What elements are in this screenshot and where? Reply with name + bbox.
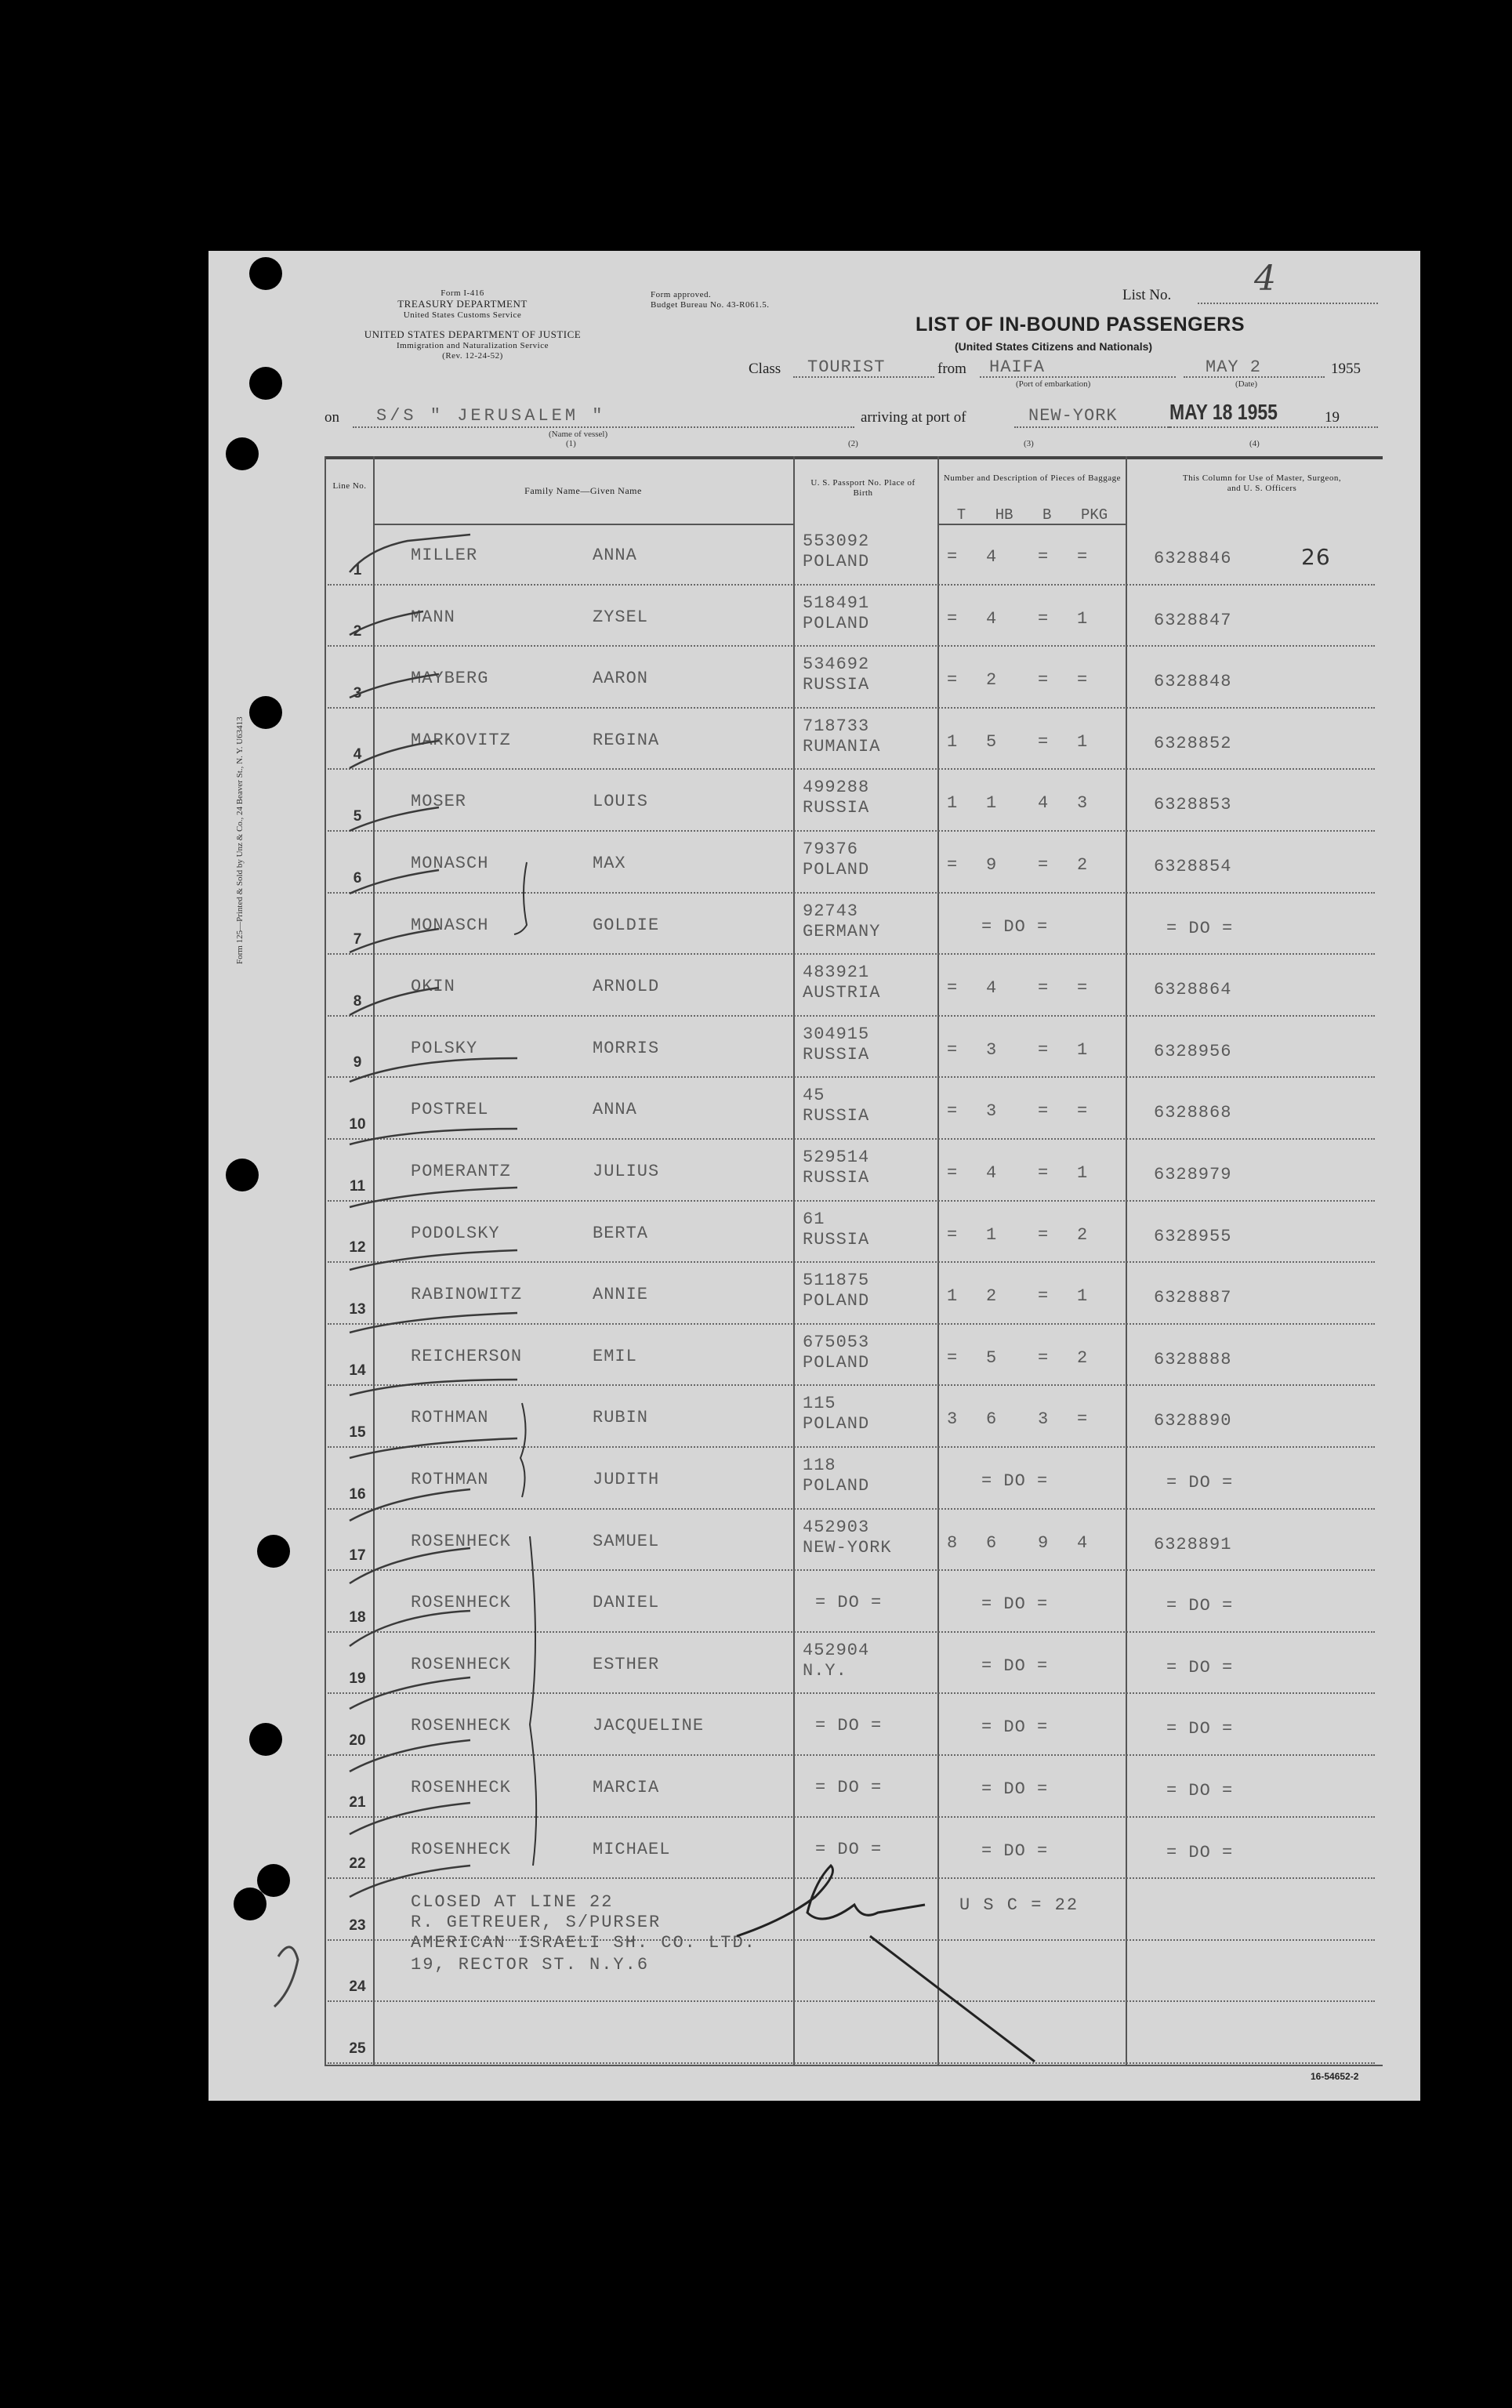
line-number: 9 <box>353 1054 362 1072</box>
given-name: ESTHER <box>593 1654 660 1674</box>
baggage-count: 1 <box>1077 731 1089 752</box>
baggage-count: 9 <box>1038 1532 1050 1553</box>
line-number: 15 <box>349 1424 366 1441</box>
treasury-dept: TREASURY DEPARTMENT <box>397 297 528 310</box>
family-name: ROSENHECK <box>411 1593 511 1613</box>
col-header-officers: This Column for Use of Master, Surgeon, and U. S. Officers <box>1182 473 1342 493</box>
officer-number: 6328956 <box>1154 1041 1232 1061</box>
purser-signature <box>737 1866 1035 2062</box>
passport-ditto: = DO = <box>815 1839 883 1859</box>
place-of-birth: RUMANIA <box>803 736 881 756</box>
baggage-count: 2 <box>1077 1224 1089 1245</box>
line-number: 18 <box>349 1608 366 1626</box>
officer-number: = DO = <box>1166 1473 1234 1492</box>
bracket-marks <box>514 862 536 1866</box>
handwritten-annotation: 26 <box>1301 544 1331 570</box>
baggage-count: 4 <box>986 1163 998 1183</box>
baggage-count: = <box>1038 608 1050 629</box>
officer-number: = DO = <box>1166 1657 1234 1677</box>
given-name: JUDITH <box>593 1470 660 1489</box>
customs-service: United States Customs Service <box>403 310 522 320</box>
baggage-count: 3 <box>947 1409 959 1430</box>
officer-number: 6328979 <box>1154 1165 1232 1184</box>
place-of-birth: N.Y. <box>803 1660 847 1681</box>
budget-bureau: Budget Bureau No. 43-R061.5. <box>651 299 770 310</box>
line-number: 21 <box>349 1793 366 1811</box>
baggage-count: 1 <box>947 1286 959 1307</box>
year-suffix: 19 <box>1325 409 1340 426</box>
baggage-count: = <box>947 978 959 999</box>
place-of-birth: POLAND <box>803 860 870 879</box>
family-name: ROSENHECK <box>411 1716 511 1736</box>
passport-number: 499288 <box>803 778 870 798</box>
place-of-birth: POLAND <box>803 1352 870 1373</box>
passport-number: 511875 <box>803 1271 870 1291</box>
closing-line-3: AMERICAN ISRAELI SH. CO. LTD. <box>411 1933 756 1953</box>
given-name: MARCIA <box>593 1778 660 1797</box>
passport-number: 718733 <box>803 716 870 736</box>
baggage-sub-pkg: PKG <box>1080 506 1108 524</box>
baggage-count: = <box>1038 731 1050 752</box>
baggage-count: = <box>1038 1347 1050 1368</box>
baggage-count: = <box>1038 1224 1050 1245</box>
family-name: PODOLSKY <box>411 1223 500 1243</box>
family-name: MOSER <box>411 792 467 812</box>
place-of-birth: GERMANY <box>803 921 881 941</box>
list-no-value: 4 <box>1254 259 1276 299</box>
baggage-count: = <box>1077 670 1089 691</box>
baggage-count: = <box>947 547 959 567</box>
line-number: 20 <box>349 1732 366 1749</box>
passport-number: 61 <box>803 1209 825 1229</box>
place-of-birth: RUSSIA <box>803 1044 870 1064</box>
form-revision: (Rev. 12-24-52) <box>442 350 503 361</box>
baggage-count: 1 <box>986 1224 998 1245</box>
passport-number: 115 <box>803 1394 836 1414</box>
given-name: RUBIN <box>593 1408 649 1428</box>
given-name: ANNA <box>593 1100 637 1120</box>
officer-number: = DO = <box>1166 1842 1234 1862</box>
list-no-label: List No. <box>1122 287 1172 303</box>
family-name: MONASCH <box>411 915 489 935</box>
officer-number: 6328864 <box>1154 980 1232 1000</box>
justice-dept: UNITED STATES DEPARTMENT OF JUSTICE <box>364 328 582 340</box>
baggage-ditto: = DO = <box>981 916 1049 937</box>
baggage-count: 5 <box>986 1347 998 1368</box>
form-footer-code: 16-54652-2 <box>1311 2071 1359 2082</box>
baggage-count: 3 <box>1038 1409 1050 1430</box>
officer-number: 6328888 <box>1154 1349 1232 1369</box>
col-header-passport: U. S. Passport No. Place of Birth <box>810 478 916 498</box>
passport-number: 92743 <box>803 901 859 921</box>
line-number: 19 <box>349 1670 366 1688</box>
given-name: MAX <box>593 854 626 873</box>
line-number: 24 <box>349 1978 366 1996</box>
embark-date-value: MAY 2 <box>1206 357 1262 377</box>
line-number: 22 <box>349 1855 366 1873</box>
baggage-count: 8 <box>947 1532 959 1553</box>
baggage-count: 1 <box>986 793 998 814</box>
baggage-ditto: = DO = <box>981 1594 1049 1615</box>
officer-number: 6328887 <box>1154 1288 1232 1308</box>
vessel-value: S/S " JERUSALEM " <box>376 406 606 426</box>
passport-number: 675053 <box>803 1332 870 1352</box>
place-of-birth: RUSSIA <box>803 1168 870 1188</box>
officer-number: = DO = <box>1166 1719 1234 1739</box>
year-value: 1955 <box>1331 361 1361 377</box>
baggage-count: 2 <box>1077 1347 1089 1368</box>
baggage-ditto: = DO = <box>981 1779 1049 1799</box>
place-of-birth: RUSSIA <box>803 675 870 695</box>
arrival-date-stamp: MAY 18 1955 <box>1169 400 1278 424</box>
place-of-birth: POLAND <box>803 613 870 633</box>
baggage-count: 4 <box>986 608 998 629</box>
baggage-count: = <box>1077 1101 1089 1122</box>
family-name: ROSENHECK <box>411 1531 511 1551</box>
class-label: Class <box>749 361 781 377</box>
passport-number: 518491 <box>803 593 870 613</box>
baggage-count: = <box>1038 855 1050 875</box>
baggage-count: = <box>947 1101 959 1122</box>
family-name: MANN <box>411 607 455 627</box>
baggage-count: 2 <box>986 1286 998 1307</box>
officer-number: 6328868 <box>1154 1103 1232 1123</box>
baggage-count: = <box>1038 547 1050 567</box>
baggage-count: 3 <box>986 1101 998 1122</box>
caption-2: (2) <box>848 439 858 448</box>
form-approved: Form approved. <box>651 290 712 299</box>
line-number: 14 <box>349 1362 366 1380</box>
baggage-count: 3 <box>1077 793 1089 814</box>
passport-number: 79376 <box>803 840 859 859</box>
baggage-count: 1 <box>1077 1286 1089 1307</box>
passport-number: 304915 <box>803 1024 870 1044</box>
place-of-birth: POLAND <box>803 552 870 571</box>
baggage-count: = <box>1038 1286 1050 1307</box>
given-name: SAMUEL <box>593 1531 660 1551</box>
line-number: 13 <box>349 1300 366 1318</box>
baggage-count: 1 <box>1077 1039 1089 1060</box>
officer-number: = DO = <box>1166 1781 1234 1801</box>
page-subtitle: (United States Citizens and Nationals) <box>955 340 1153 353</box>
baggage-sub-hb: HB <box>995 506 1013 524</box>
passport-number: 553092 <box>803 531 870 551</box>
form-number: Form I-416 <box>441 288 484 298</box>
line-number: 7 <box>353 931 362 948</box>
baggage-count: = <box>1038 1101 1050 1122</box>
given-name: MORRIS <box>593 1038 660 1058</box>
baggage-count: 2 <box>986 670 998 691</box>
baggage-ditto: = DO = <box>981 1840 1049 1861</box>
baggage-count: = <box>1038 1039 1050 1060</box>
family-name: ROSENHECK <box>411 1839 511 1859</box>
printer-imprint: Form 125—Printed & Sold by Unz & Co., 24 Beaver St., N. Y. U63413 <box>235 716 245 964</box>
arriving-label: arriving at port of <box>861 409 966 426</box>
caption-1: (1) <box>566 439 576 448</box>
place-of-birth: AUSTRIA <box>803 983 881 1003</box>
officer-number: = DO = <box>1166 918 1234 938</box>
line-number: 11 <box>349 1177 366 1195</box>
officer-number: = DO = <box>1166 1596 1234 1616</box>
passport-number: 534692 <box>803 655 870 675</box>
given-name: DANIEL <box>593 1593 660 1613</box>
arrival-port-value: NEW-YORK <box>1028 406 1118 426</box>
given-name: JULIUS <box>593 1162 660 1181</box>
from-value: HAIFA <box>989 357 1046 377</box>
place-of-birth: POLAND <box>803 1476 870 1496</box>
baggage-ditto: = DO = <box>981 1656 1049 1676</box>
baggage-count: = <box>1077 547 1089 567</box>
passport-number: 118 <box>803 1456 836 1475</box>
baggage-count: 4 <box>1077 1532 1089 1553</box>
place-of-birth: RUSSIA <box>803 1106 870 1126</box>
baggage-ditto: = DO = <box>981 1717 1049 1738</box>
place-of-birth: POLAND <box>803 1414 870 1434</box>
line-number: 17 <box>349 1547 366 1565</box>
given-name: EMIL <box>593 1346 637 1366</box>
passport-number: 452903 <box>803 1517 870 1537</box>
passport-number: 45 <box>803 1086 825 1106</box>
class-value: TOURIST <box>807 357 886 377</box>
baggage-count: = <box>1038 978 1050 999</box>
line-number: 1 <box>353 561 362 578</box>
officer-number: 6328846 <box>1154 549 1232 568</box>
line-number: 2 <box>353 623 362 640</box>
baggage-count: 4 <box>986 547 998 567</box>
family-name: OKIN <box>411 977 455 997</box>
place-of-birth: NEW-YORK <box>803 1537 892 1558</box>
place-of-birth: RUSSIA <box>803 1229 870 1249</box>
baggage-count: = <box>1077 978 1089 999</box>
officer-number: 6328890 <box>1154 1411 1232 1431</box>
baggage-sub-b: B <box>1042 506 1052 524</box>
caption-3: (3) <box>1024 439 1034 448</box>
line-number: 6 <box>353 869 362 887</box>
given-name: ZYSEL <box>593 607 649 627</box>
baggage-count: = <box>947 670 959 691</box>
officer-number: 6328955 <box>1154 1226 1232 1246</box>
passport-number: 483921 <box>803 963 870 983</box>
vessel-caption: (Name of vessel) <box>549 430 608 439</box>
family-name: ROSENHECK <box>411 1778 511 1797</box>
baggage-count: = <box>1077 1409 1089 1430</box>
baggage-count: = <box>947 1163 959 1183</box>
passport-ditto: = DO = <box>815 1778 883 1797</box>
baggage-count: 2 <box>1077 855 1089 875</box>
passport-ditto: = DO = <box>815 1716 883 1736</box>
family-name: ROTHMAN <box>411 1470 489 1489</box>
family-name: MAYBERG <box>411 669 489 689</box>
baggage-count: 1 <box>1077 1163 1089 1183</box>
baggage-count: = <box>947 1347 959 1368</box>
line-number: 23 <box>349 1917 366 1934</box>
closing-line-4: 19, RECTOR ST. N.Y.6 <box>411 1955 650 1975</box>
family-name: MILLER <box>411 546 478 565</box>
line-number: 5 <box>353 808 362 825</box>
usc-total: U S C = 22 <box>959 1895 1079 1915</box>
family-name: POMERANTZ <box>411 1162 511 1181</box>
baggage-count: 4 <box>986 978 998 999</box>
baggage-count: 4 <box>1038 793 1050 814</box>
family-name: RABINOWITZ <box>411 1285 523 1305</box>
line-number: 25 <box>349 2040 366 2057</box>
given-name: BERTA <box>593 1223 649 1243</box>
baggage-count: 3 <box>986 1039 998 1060</box>
line-number: 3 <box>353 684 362 702</box>
family-name: POLSKY <box>411 1038 478 1058</box>
checkmarks <box>350 535 517 1897</box>
baggage-count: = <box>1038 1163 1050 1183</box>
line-number: 8 <box>353 992 362 1010</box>
baggage-count: 5 <box>986 731 998 752</box>
line-number: 10 <box>349 1116 366 1133</box>
baggage-count: 1 <box>947 793 959 814</box>
officer-number: 6328854 <box>1154 857 1232 876</box>
place-of-birth: RUSSIA <box>803 798 870 818</box>
line-number: 16 <box>349 1485 366 1503</box>
officer-number: 6328852 <box>1154 733 1232 753</box>
baggage-count: = <box>947 1039 959 1060</box>
given-name: MICHAEL <box>593 1839 671 1859</box>
immigration-service: Immigration and Naturalization Service <box>396 340 549 350</box>
given-name: JACQUELINE <box>593 1716 705 1736</box>
margin-scribble <box>274 1947 298 2007</box>
family-name: MARKOVITZ <box>411 730 511 750</box>
baggage-count: = <box>947 1224 959 1245</box>
officer-number: 6328847 <box>1154 610 1232 630</box>
given-name: AARON <box>593 669 649 689</box>
family-name: POSTREL <box>411 1100 489 1120</box>
place-of-birth: POLAND <box>803 1291 870 1311</box>
on-label: on <box>325 409 339 426</box>
line-number: 4 <box>353 746 362 763</box>
passport-ditto: = DO = <box>815 1593 883 1613</box>
passport-number: 529514 <box>803 1148 870 1167</box>
col-header-name: Family Name—Given Name <box>524 485 642 496</box>
baggage-count: 1 <box>1077 608 1089 629</box>
page-title: LIST OF IN-BOUND PASSENGERS <box>916 314 1245 335</box>
officer-number: 6328891 <box>1154 1534 1232 1554</box>
officer-number: 6328853 <box>1154 795 1232 815</box>
col-header-line-no: Line No. <box>332 481 367 491</box>
family-name: MONASCH <box>411 854 489 873</box>
given-name: ANNA <box>593 546 637 565</box>
baggage-count: = <box>1038 670 1050 691</box>
closing-line-1: CLOSED AT LINE 22 <box>411 1892 614 1912</box>
given-name: ANNIE <box>593 1285 649 1305</box>
officer-number: 6328848 <box>1154 672 1232 692</box>
given-name: GOLDIE <box>593 915 660 935</box>
baggage-count: = <box>947 855 959 875</box>
baggage-sub-t: T <box>956 506 966 524</box>
closing-line-2: R. GETREUER, S/PURSER <box>411 1913 662 1932</box>
date-caption: (Date) <box>1235 379 1258 389</box>
baggage-count: 6 <box>986 1409 998 1430</box>
given-name: ARNOLD <box>593 977 660 997</box>
port-embark-caption: (Port of embarkation) <box>1016 379 1091 389</box>
passport-number: 452904 <box>803 1640 870 1660</box>
line-number: 12 <box>349 1239 366 1257</box>
given-name: REGINA <box>593 730 660 750</box>
baggage-ditto: = DO = <box>981 1471 1049 1491</box>
baggage-count: 9 <box>986 855 998 875</box>
baggage-count: = <box>947 608 959 629</box>
family-name: ROTHMAN <box>411 1408 489 1428</box>
baggage-count: 6 <box>986 1532 998 1553</box>
family-name: ROSENHECK <box>411 1654 511 1674</box>
baggage-count: 1 <box>947 731 959 752</box>
family-name: REICHERSON <box>411 1346 523 1366</box>
caption-4: (4) <box>1249 439 1260 448</box>
col-header-baggage: Number and Description of Pieces of Baggage <box>943 473 1122 483</box>
from-label: from <box>937 361 966 377</box>
given-name: LOUIS <box>593 792 649 812</box>
